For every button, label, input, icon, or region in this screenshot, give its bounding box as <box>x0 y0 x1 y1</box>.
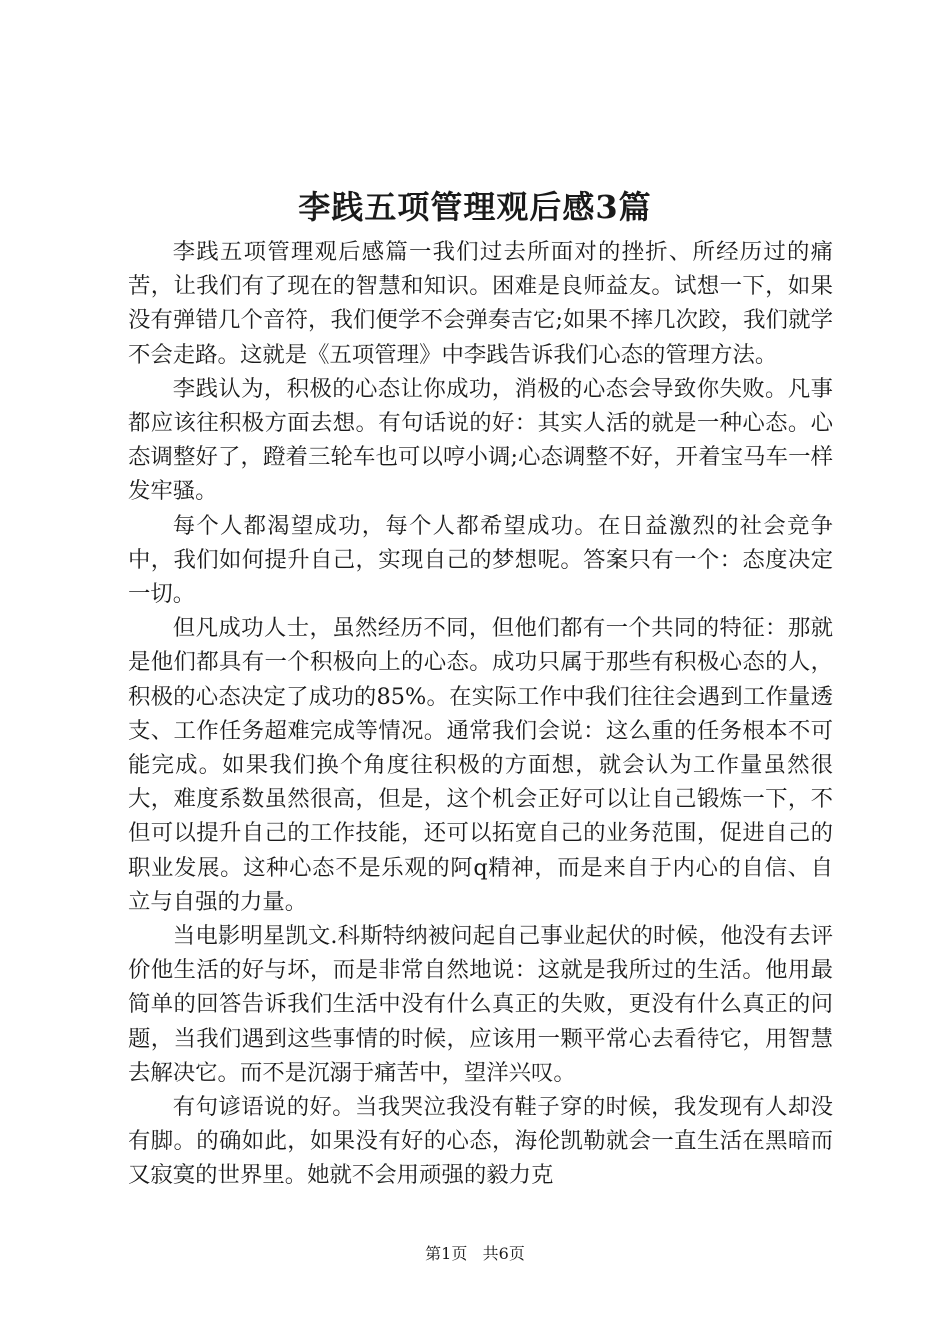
paragraph: 有句谚语说的好。当我哭泣我没有鞋子穿的时候，我发现有人却没有脚。的确如此，如果没有好的心态，海伦凯勒就会一直生活在黑暗而又寂寞的世界里。她就不会用顽强的毅力克 <box>128 1094 833 1189</box>
page-number: 第1页 <box>425 1244 468 1263</box>
paragraph: 每个人都渴望成功，每个人都希望成功。在日益激烈的社会竞争中，我们如何提升自己，实现自己的梦想呢。答案只有一个：态度决定一切。 <box>128 512 833 608</box>
paragraph: 但凡成功人士，虽然经历不同，但他们都有一个共同的特征：那就是他们都具有一个积极向上的心态。成功只属于那些有积极心态的人，积极的心态决定了成功的85%。在实际工作中我们往往会遇到工作量透支、工作任务超难完成等情况。通常我们会说：这么重的任务根本不可能完成。如果我们换个角度往积极的方面想，就会认为工作量虽然很大，难度系数虽然很高，但是，这个机会正好可以让自己锻炼一下，不但可以提升自己的工作技能，还可以拓宽自己的业务范围，促进自己的职业发展。这种心态不是乐观的阿q精神，而是来自于内心的自信、自立与自强的力量。 <box>128 615 833 915</box>
paragraph: 李践认为，积极的心态让你成功，消极的心态会导致你失败。凡事都应该往积极方面去想。有句话说的好：其实人活的就是一种心态。心态调整好了，蹬着三轮车也可以哼小调;心态调整不好，开着宝马车一样发牢骚。 <box>128 375 833 505</box>
page-separator <box>472 1244 477 1263</box>
paragraph: 当电影明星凯文.科斯特纳被问起自己事业起伏的时候，他没有去评价他生活的好与坏，而是非常自然地说：这就是我所过的生活。他用最简单的回答告诉我们生活中没有什么真正的失败，更没有什么真正的问题，当我们遇到这些事情的时候，应该用一颗平常心去看待它，用智慧去解决它。而不是沉溺于痛苦中，望洋兴叹。 <box>128 923 833 1086</box>
page-total: 共6页 <box>482 1244 525 1263</box>
page-footer <box>0 1244 950 1264</box>
document-body <box>128 235 833 1193</box>
document-title: 李践五项管理观后感3篇 <box>298 188 652 226</box>
paragraph: 李践五项管理观后感篇一我们过去所面对的挫折、所经历过的痛苦，让我们有了现在的智慧和知识。困难是良师益友。试想一下，如果没有弹错几个音符，我们便学不会弹奏吉它;如果不摔几次跤，我们就学不会走路。这就是《五项管理》中李践告诉我们心态的管理方法。 <box>128 239 833 368</box>
